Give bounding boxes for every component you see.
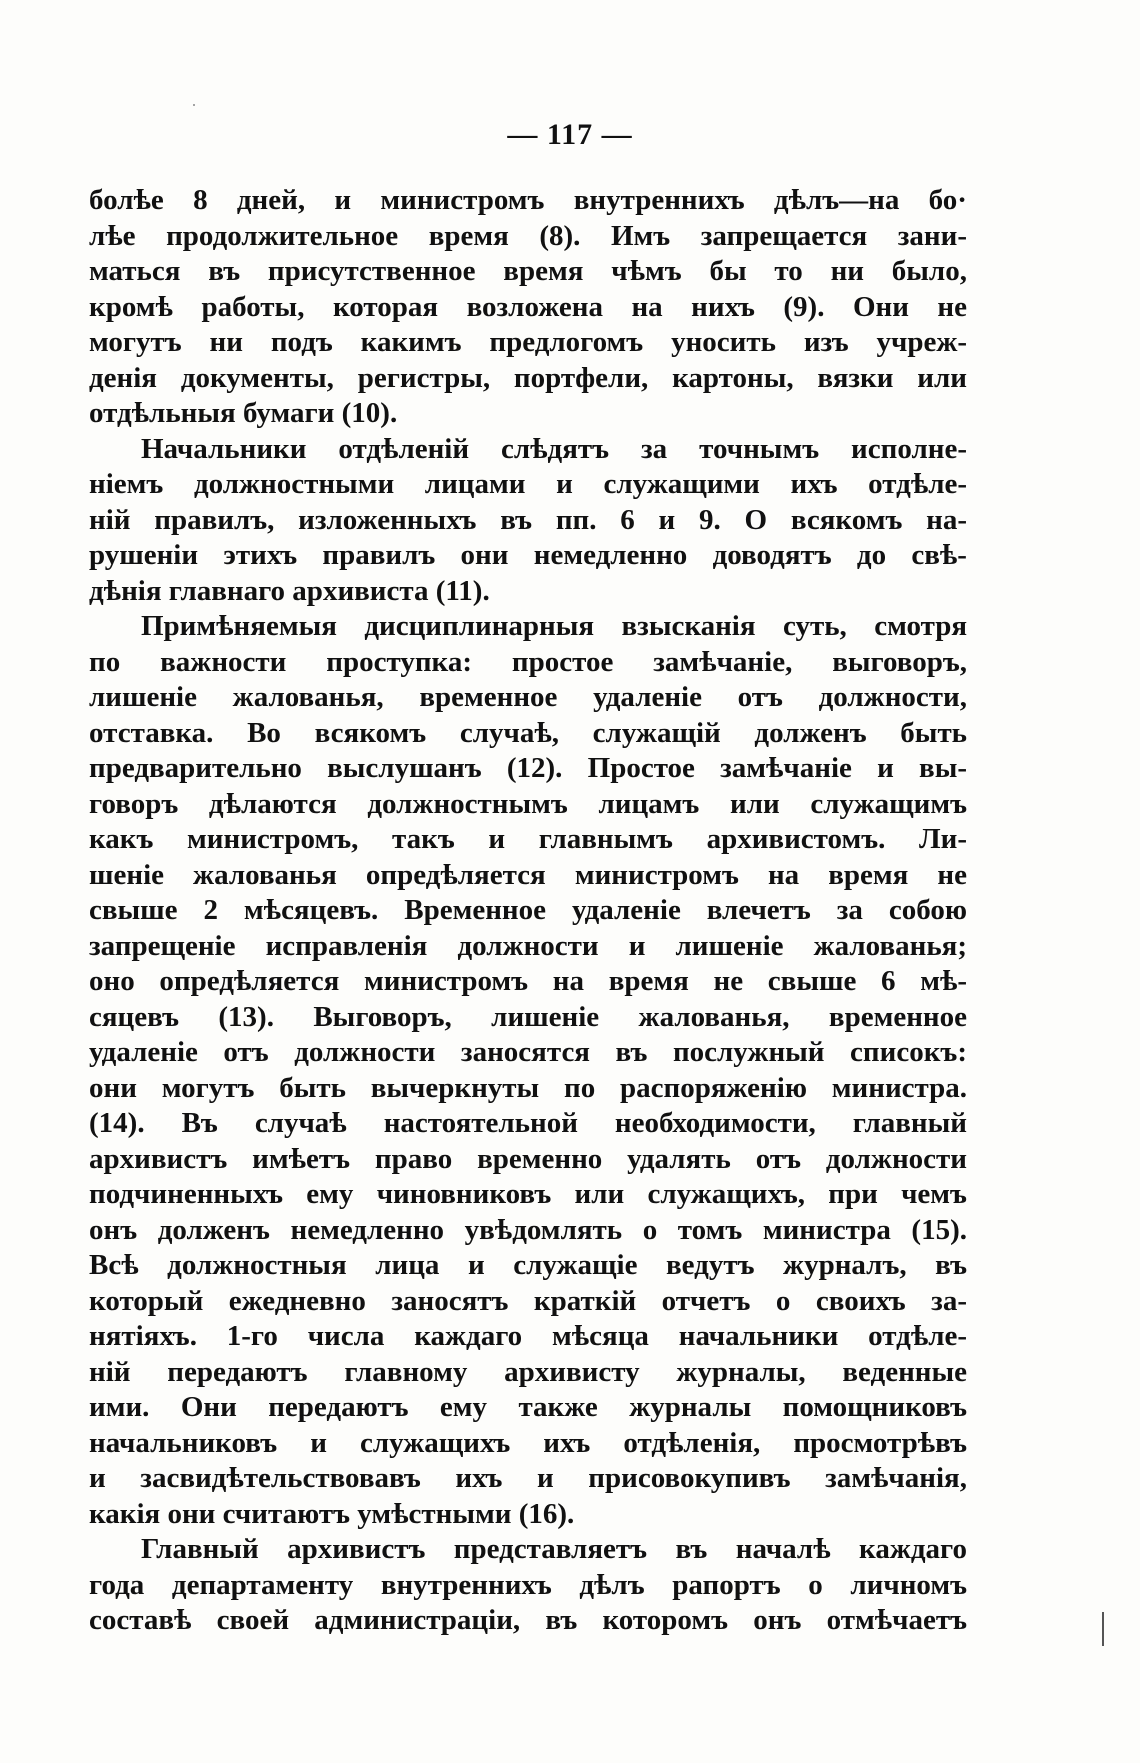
text-line: кромѣ работы, которая возложена на нихъ (9). Они не [89, 290, 967, 323]
text-line: лишеніе жалованья, временное удаленіе отъ должности, [89, 681, 967, 713]
text-line: отдѣльныя бумаги (10). [89, 397, 398, 429]
text-line: Начальники отдѣленій слѣдятъ за точнымъ исполне- [141, 432, 967, 465]
text-line: дѣнія главнаго архивиста (11). [89, 574, 490, 607]
text-line: ній правилъ, изложенныхъ въ пп. 6 и 9. О всякомъ на- [89, 503, 967, 536]
text-line: предварительно выслушанъ (12). Простое замѣчаніе и вы- [89, 752, 967, 784]
text-line: говоръ дѣлаются должностнымъ лицамъ или служащимъ [89, 787, 967, 820]
text-line: подчиненныхъ ему чиновниковъ или служащихъ, при чемъ [89, 1178, 967, 1210]
text-line: могутъ ни подъ какимъ предлогомъ уносить изъ учреж- [89, 326, 967, 358]
text-line: какъ министромъ, такъ и главнымъ архивистомъ. Ли- [89, 823, 967, 855]
text-line: отставка. Во всякомъ случаѣ, служащій долженъ быть [89, 716, 967, 749]
margin-mark [1102, 1612, 1104, 1646]
text-line: Главный архивистъ представляетъ въ началѣ каждаго [141, 1533, 967, 1565]
text-line: лѣе продолжительное время (8). Имъ запрещается зани- [89, 219, 967, 252]
text-line: запрещеніе исправленія должности и лишеніе жалованья; [89, 929, 967, 962]
text-line: шеніе жалованья опредѣляется министромъ на время не [89, 858, 967, 891]
text-line: составѣ своей администраціи, въ которомъ онъ отмѣчаетъ [89, 1604, 967, 1636]
text-line: они могутъ быть вычеркнуты по распоряженію министра. [89, 1071, 967, 1104]
paragraph [89, 1532, 967, 1639]
text-line: оно опредѣляется министромъ на время не свыше 6 мѣ- [89, 965, 967, 997]
text-line: свыше 2 мѣсяцевъ. Временное удаленіе влечетъ за собою [89, 894, 967, 926]
text-line: болѣе 8 дней, и министромъ внутреннихъ дѣлъ—на бо· [89, 184, 967, 216]
text-line: начальниковъ и служащихъ ихъ отдѣленія, просмотрѣвъ [89, 1426, 967, 1459]
text-line: сяцевъ (13). Выговоръ, лишеніе жалованья, временное [89, 1000, 967, 1033]
text-line: маться въ присутственное время чѣмъ бы то ни было, [89, 255, 967, 287]
text-body [89, 183, 967, 1639]
paragraph [89, 183, 967, 432]
text-line: удаленіе отъ должности заносятся въ послужный списокъ: [89, 1036, 967, 1068]
scan-speck [193, 104, 195, 106]
text-line: Примѣняемыя дисциплинарныя взысканія суть, смотря [141, 610, 967, 642]
text-line: года департаменту внутреннихъ дѣлъ рапортъ о личномъ [89, 1568, 967, 1601]
text-line: который ежедневно заносятъ краткій отчетъ о своихъ за- [89, 1284, 967, 1317]
paragraph [89, 609, 967, 1532]
text-line: и засвидѣтельствовавъ ихъ и присовокупивъ замѣчанія, [89, 1462, 967, 1494]
text-line: по важности проступка: простое замѣчаніе, выговоръ, [89, 645, 967, 678]
text-line: онъ долженъ немедленно увѣдомлять о томъ министра (15). [89, 1213, 967, 1246]
text-line: архивистъ имѣетъ право временно удалять отъ должности [89, 1142, 967, 1175]
text-line: ими. Они передаютъ ему также журналы помощниковъ [89, 1391, 967, 1423]
text-line: ній передаютъ главному архивисту журналы, веденные [89, 1355, 967, 1388]
text-line: (14). Въ случаѣ настоятельной необходимости, главный [89, 1107, 967, 1139]
text-line: нятіяхъ. 1-го числа каждаго мѣсяца начальники отдѣле- [89, 1320, 967, 1352]
text-line: денія документы, регистры, портфели, картоны, вязки или [89, 361, 967, 394]
text-line: Всѣ должностныя лица и служащіе ведутъ журналъ, въ [89, 1249, 967, 1281]
text-line: какія они считаютъ умѣстными (16). [89, 1497, 575, 1530]
text-line: ніемъ должностными лицами и служащими ихъ отдѣле- [89, 468, 967, 500]
paragraph [89, 432, 967, 610]
page-number: — 117 — [507, 118, 633, 151]
text-line: рушеніи этихъ правилъ они немедленно доводятъ до свѣ- [89, 539, 967, 571]
